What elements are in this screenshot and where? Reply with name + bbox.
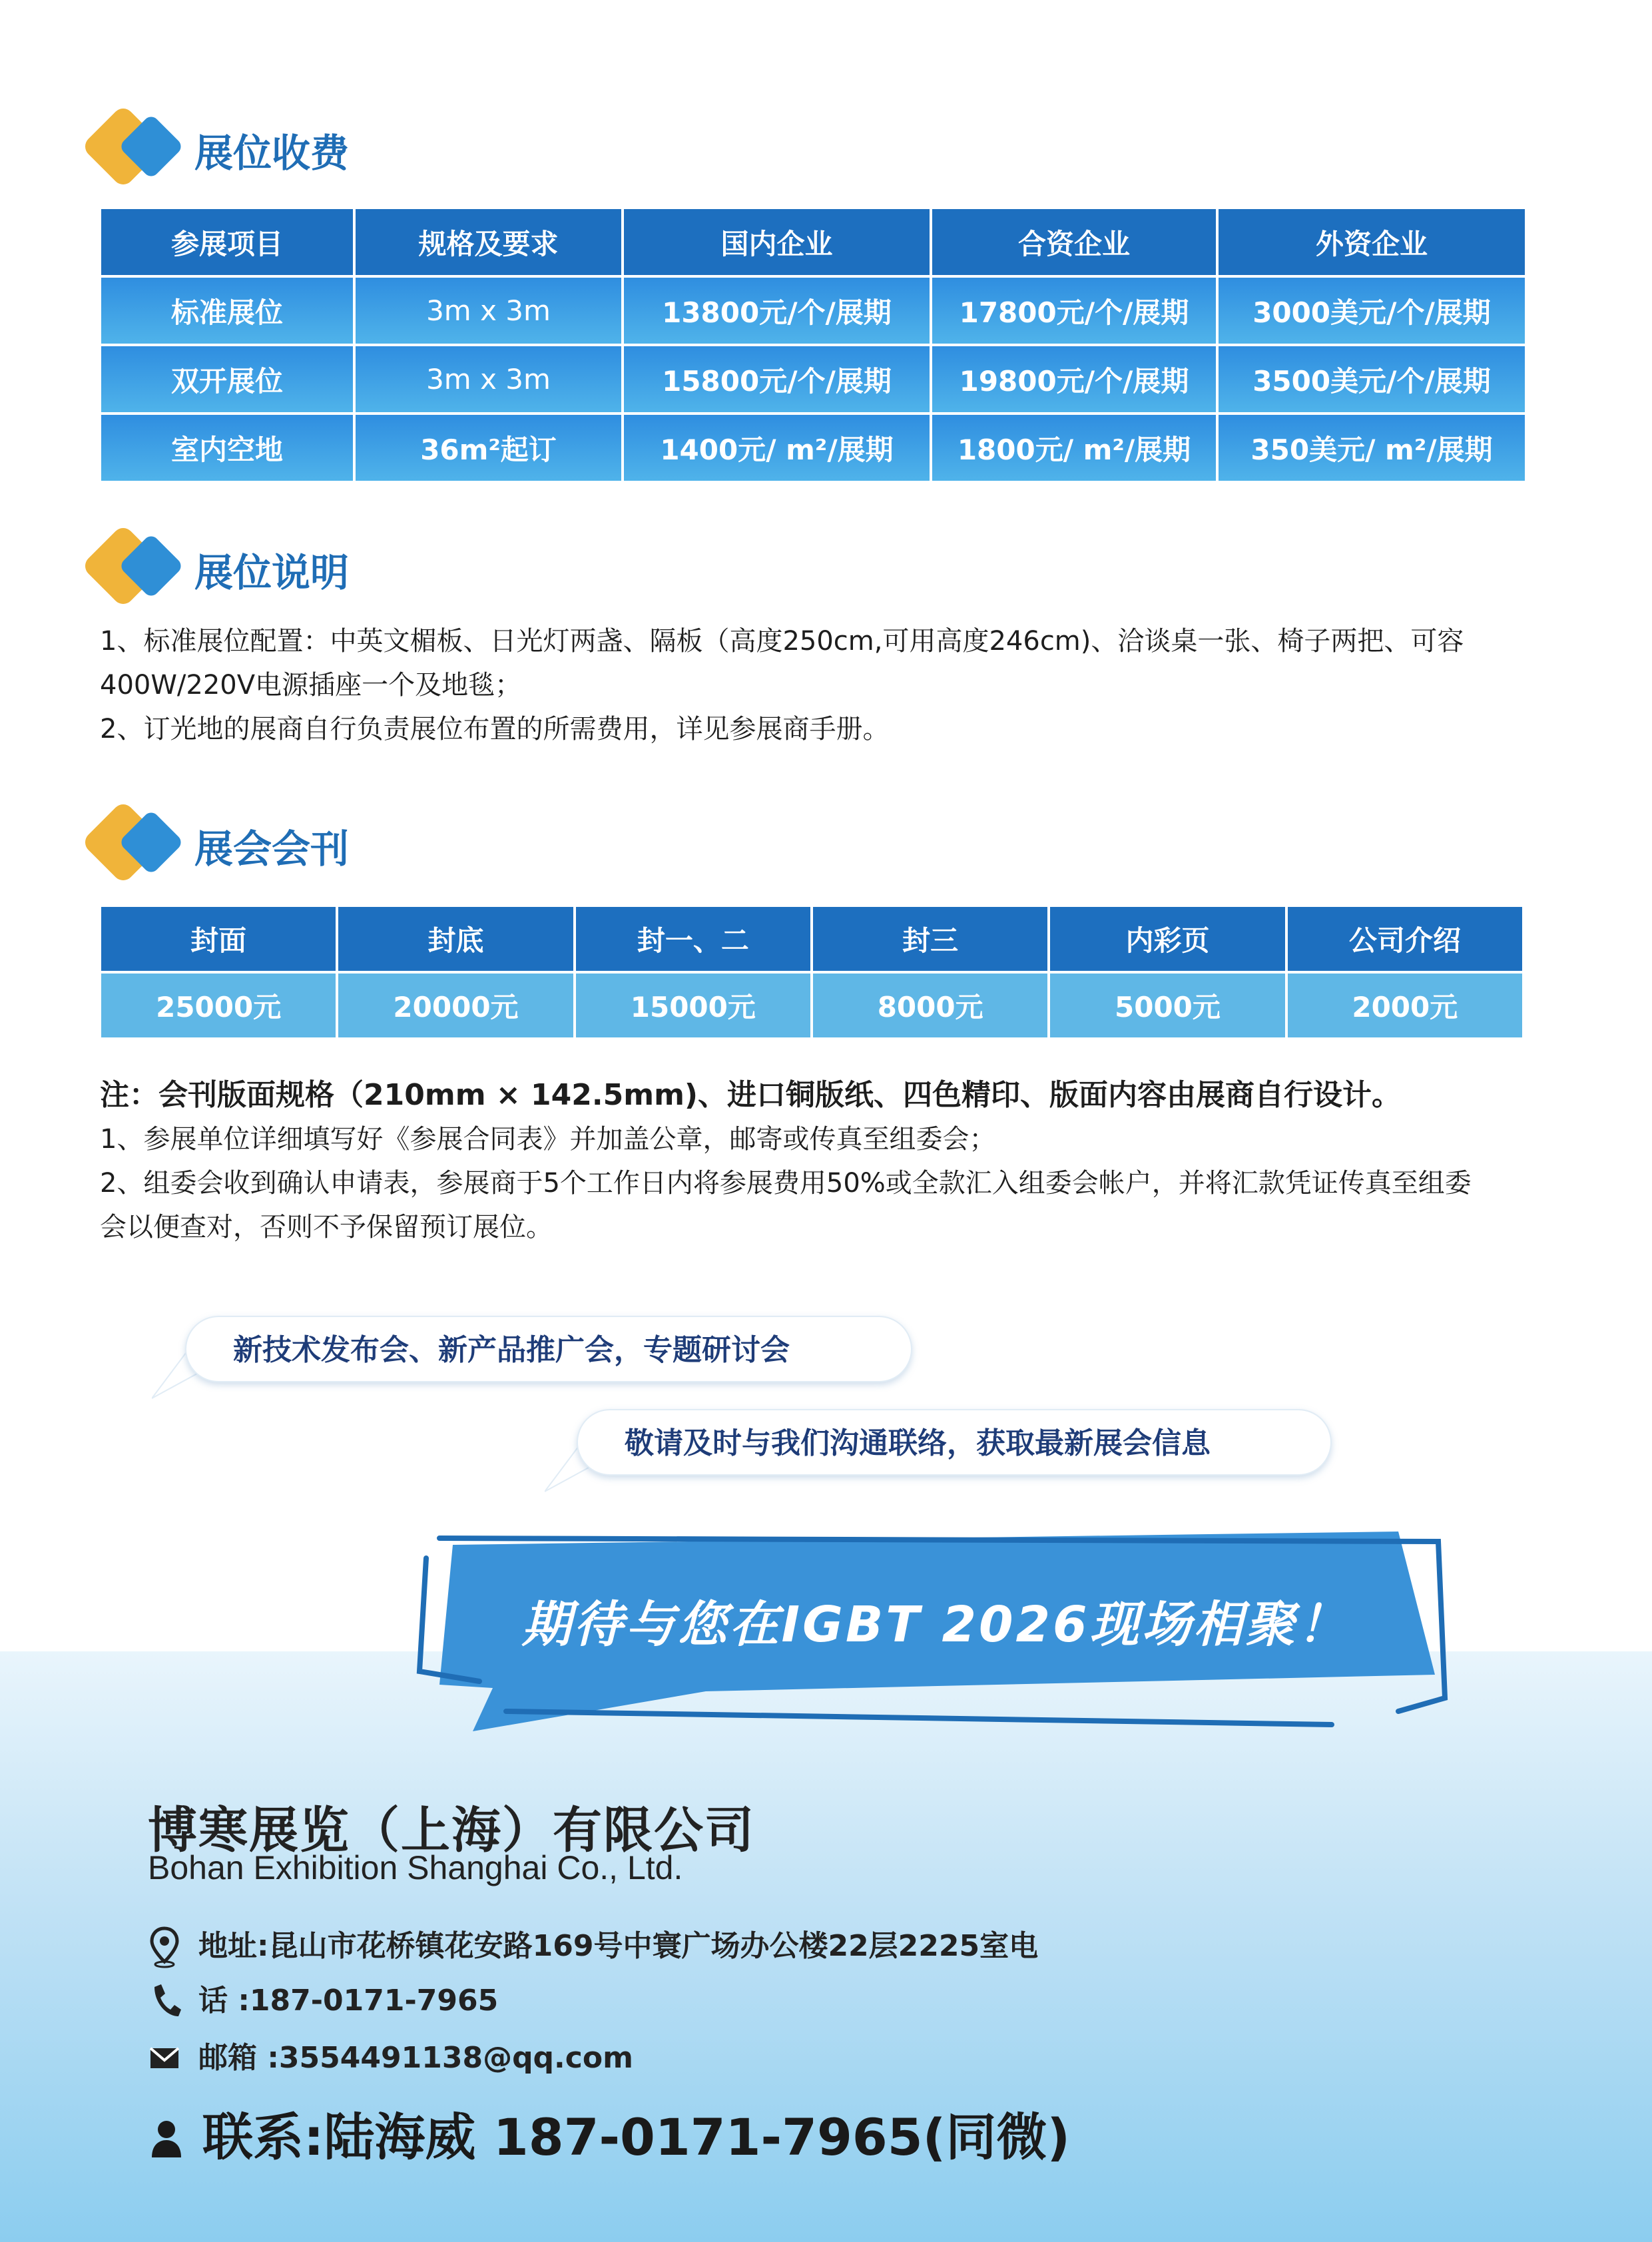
- table-header-cell: 内彩页: [1049, 906, 1286, 972]
- table-header-row: [100, 208, 1526, 276]
- phone-row: [148, 1978, 498, 2024]
- table-header-cell: 合资企业: [931, 208, 1217, 276]
- note-line: 1、参展单位详细填写好《参展合同表》并加盖公章，邮寄或传真至组委会；: [100, 1124, 996, 1155]
- table-header-cell: 参展项目: [100, 208, 354, 276]
- banner-text: 期待与您在IGBT 2026现场相聚！: [521, 1596, 1350, 1653]
- table-row: [100, 345, 1526, 414]
- fee-table: [99, 206, 1527, 483]
- table-cell: 3m x 3m: [354, 276, 623, 345]
- person-icon: [148, 2104, 185, 2171]
- section-title: 展会会刊: [194, 826, 350, 872]
- company-name-en: Bohan Exhibition Shanghai Co., Ltd.: [148, 1849, 683, 1886]
- table-header-cell: 外资企业: [1217, 208, 1526, 276]
- table-header-cell: 封一、二: [575, 906, 812, 972]
- table-cell: 3500美元/个/展期: [1217, 345, 1526, 414]
- table-cell: 19800元/个/展期: [931, 345, 1217, 414]
- table-cell: 15800元/个/展期: [623, 345, 931, 414]
- table-cell: 8000元: [812, 972, 1049, 1039]
- email-text: 邮箱 :3554491138@qq.com: [198, 2041, 633, 2075]
- table-cell: 350美元/ m²/展期: [1217, 414, 1526, 482]
- table-header-cell: 封底: [337, 906, 574, 972]
- table-row: [100, 414, 1526, 482]
- table-cell: 20000元: [337, 972, 574, 1039]
- location-icon: [148, 1923, 181, 1970]
- note-line: 2、订光地的展商自行负责展位布置的所需费用，详见参展商手册。: [100, 714, 890, 744]
- contact-row: [148, 2104, 1070, 2171]
- table-cell: 2000元: [1286, 972, 1523, 1039]
- phone-icon: [148, 1978, 181, 2024]
- section-title: 展位收费: [194, 131, 350, 176]
- closing-banner: [413, 1532, 1458, 1745]
- speech-bubble-1: 新技术发布会、新产品推广会，专题研讨会: [185, 1316, 912, 1382]
- address-row: [148, 1923, 1038, 1970]
- section-heading-fees: [93, 103, 559, 190]
- table-header-cell: 规格及要求: [354, 208, 623, 276]
- section-title: 展位说明: [194, 550, 350, 595]
- note-line: 2、组委会收到确认申请表，参展商于5个工作日内将参展费用50%或全款汇入组委会帐户，并将汇款凭证传真至组委: [100, 1168, 1472, 1199]
- table-cell: 36m²起订: [354, 414, 623, 482]
- table-header-cell: 国内企业: [623, 208, 931, 276]
- section-heading-journal: [93, 799, 559, 886]
- table-cell: 17800元/个/展期: [931, 276, 1217, 345]
- table-cell: 双开展位: [100, 345, 354, 414]
- journal-table: [99, 904, 1525, 1040]
- note-line: 1、标准展位配置：中英文楣板、日光灯两盏、隔板（高度250cm,可用高度246cm)、洽谈桌一张、椅子两把、可容: [100, 626, 1464, 657]
- table-row: [100, 972, 1523, 1039]
- table-cell: 3000美元/个/展期: [1217, 276, 1526, 345]
- table-cell: 1800元/ m²/展期: [931, 414, 1217, 482]
- table-cell: 3m x 3m: [354, 345, 623, 414]
- contact-text: 联系:陆海威 187-0171-7965(同微): [202, 2107, 1071, 2167]
- section-heading-booth: [93, 523, 559, 609]
- booth-notes: [100, 619, 1538, 751]
- note-line: 会以便查对，否则不予保留预订展位。: [100, 1212, 553, 1243]
- table-header-cell: 封三: [812, 906, 1049, 972]
- note-highlight: 注：会刊版面规格（210mm × 142.5mm)、进口铜版纸、四色精印、版面内容由展商自行设计。: [100, 1078, 1402, 1112]
- email-row: [148, 2035, 633, 2082]
- table-header-cell: 封面: [100, 906, 337, 972]
- table-row: [100, 276, 1526, 345]
- phone-text: 话 :187-0171-7965: [198, 1984, 499, 2018]
- table-cell: 室内空地: [100, 414, 354, 482]
- table-cell: 标准展位: [100, 276, 354, 345]
- company-name-cn: 博寒展览（上海）有限公司: [148, 1802, 755, 1859]
- table-header-row: [100, 906, 1523, 972]
- journal-notes: [100, 1073, 1551, 1249]
- table-cell: 1400元/ m²/展期: [623, 414, 931, 482]
- note-line: 400W/220V电源插座一个及地毯；: [100, 670, 522, 701]
- address-text: 地址:昆山市花桥镇花安路169号中寰广场办公楼22层2225室电: [198, 1929, 1039, 1963]
- table-cell: 13800元/个/展期: [623, 276, 931, 345]
- mail-icon: [148, 2035, 181, 2082]
- speech-bubble-2: 敬请及时与我们沟通联络，获取最新展会信息: [577, 1409, 1332, 1476]
- table-cell: 25000元: [100, 972, 337, 1039]
- table-cell: 5000元: [1049, 972, 1286, 1039]
- table-header-cell: 公司介绍: [1286, 906, 1523, 972]
- table-cell: 15000元: [575, 972, 812, 1039]
